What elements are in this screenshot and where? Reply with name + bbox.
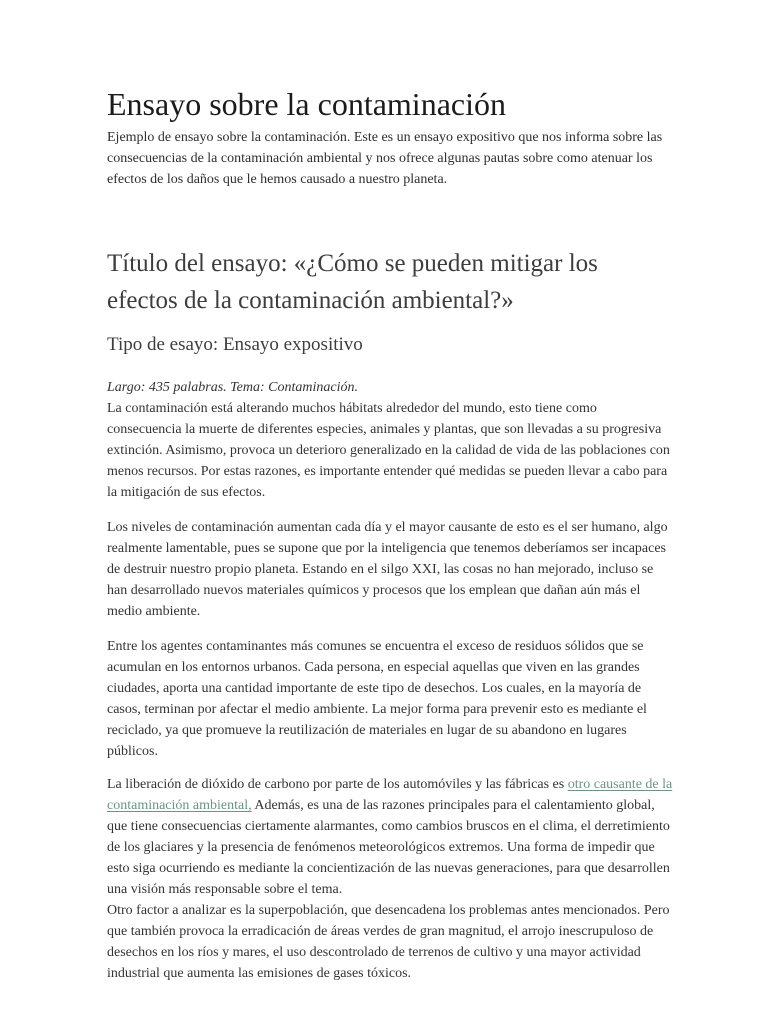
essay-paragraph-5: Otro factor a analizar es la superpoblación, que desencadena los problemas antes mencionados. Pero que también provoca la erradicación de áreas verdes de gran magnitud, el arrojo inescrupuloso de desechos en los ríos y mares, el uso descontrolado de terrenos de cultivo y una mayor actividad industrial que aumenta las emisiones de gases tóxicos.	[107, 903, 670, 981]
essay-meta-line: Largo: 435 palabras. Tema: Contaminación.	[107, 380, 358, 395]
essay-type-heading: Tipo de esayo: Ensayo expositivo	[107, 334, 363, 355]
document-content	[107, 86, 673, 984]
contamination-cause-link[interactable]: otro causante de la contaminación ambiental,	[107, 777, 673, 813]
essay-paragraph-4	[107, 774, 673, 984]
essay-paragraph-2: Los niveles de contaminación aumentan cada día y el mayor causante de esto es el ser humano, algo realmente lamentable, pues se supone que por la inteligencia que tenemos deberíamos ser incapaces de destruir nuestro propio planeta. Estando en el silgo XXI, las cosas no han mejorado, incluso se han desarrollado nuevos materiales químicos y procesos que los emplean que dañan aún más el medio ambiente.	[107, 520, 668, 619]
document-title: Ensayo sobre la contaminación	[107, 86, 506, 122]
paragraph-4-suffix: Además, es una de las razones principales para el calentamiento global, que tiene consecuencias ciertamente alarmantes, como cambios bruscos en el clima, el derretimiento de los glaciares y la presencia de fenómenos meteorológicos extremos. Una forma de impedir que esto siga ocurriendo es mediante la concientización de las nuevas generaciones, para que desarrollen una visión más responsable sobre el tema.	[107, 798, 670, 897]
paragraph-4-prefix: La liberación de dióxido de carbono por parte de los automóviles y las fábricas es	[107, 777, 568, 792]
essay-paragraph-3: Entre los agentes contaminantes más comunes se encuentra el exceso de residuos sólidos que se acumulan en los entornos urbanos. Cada persona, en especial aquellas que viven en las grandes ciudades, aporta una cantidad importante de este tipo de desechos. Los cuales, en la mayoría de casos, terminan por afectar el medio ambiente. La mejor forma para prevenir esto es mediante el reciclado, ya que promueve la reutilización de materiales en lugar de su abandono en lugares públicos.	[107, 639, 647, 759]
essay-paragraph-1: La contaminación está alterando muchos hábitats alrededor del mundo, esto tiene como consecuencia la muerte de diferentes especies, animales y plantas, que son llevadas a su progresiva extinción. Asimismo, provoca un deterioro generalizado en la calidad de vida de las poblaciones con menos recursos. Por estas razones, es importante entender qué medidas se pueden llevar a cabo para la mitigación de sus efectos.	[107, 401, 670, 500]
essay-title-heading: Título del ensayo: «¿Cómo se pueden mitigar los efectos de la contaminación ambiental?»	[107, 250, 598, 314]
document-intro: Ejemplo de ensayo sobre la contaminación. Este es un ensayo expositivo que nos informa sobre las consecuencias de la contaminación ambiental y nos ofrece algunas pautas sobre como atenuar los efectos de los daños que le hemos causado a nuestro planeta.	[107, 130, 663, 187]
